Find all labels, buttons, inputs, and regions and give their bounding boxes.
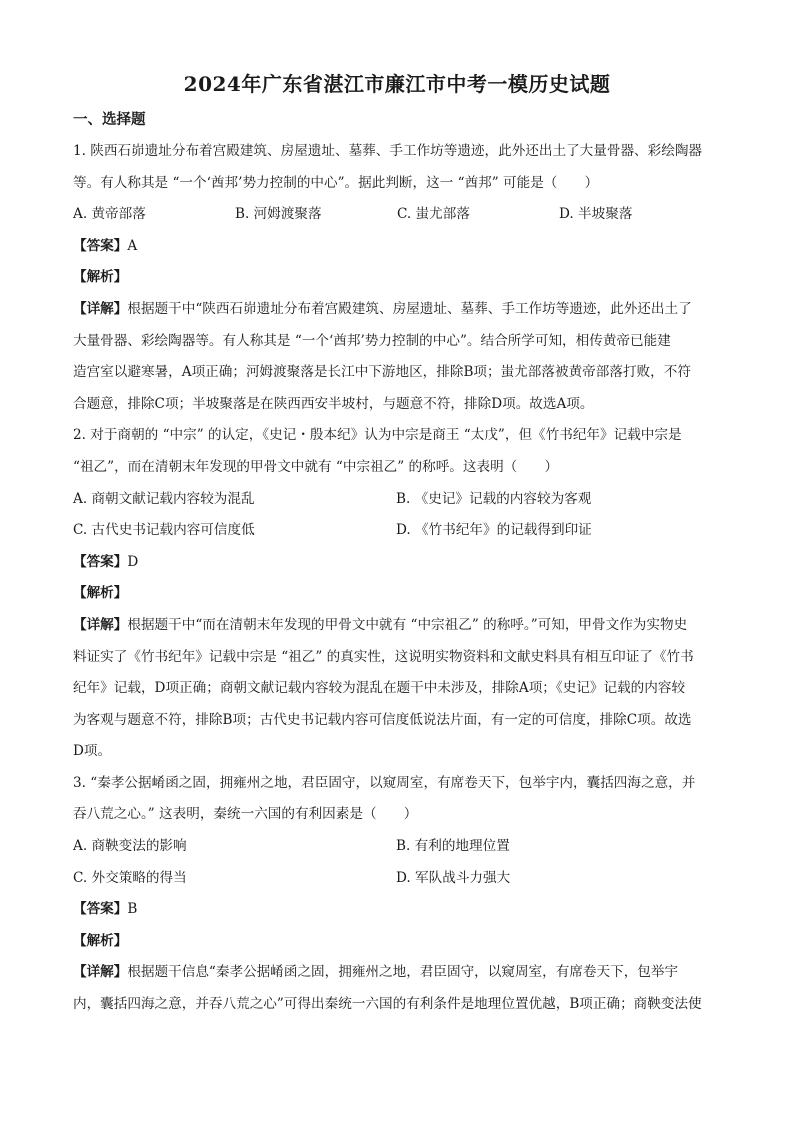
q1-options bbox=[73, 199, 723, 231]
q3-answer bbox=[73, 894, 723, 926]
q2-stem-line: “祖乙”，而在清朝末年发现的甲骨文中就有 “中宗祖乙” 的称呼。这表明（ ） bbox=[73, 458, 559, 475]
q3-detail-line bbox=[73, 957, 723, 989]
q3-option-c: C. 外交策略的得当 bbox=[73, 869, 187, 886]
q3-option-a: A. 商鞅变法的影响 bbox=[73, 838, 187, 855]
q1-detail-line: 合题意，排除C项；半坡聚落是在陕西西安半坡村，与题意不符，排除D项。故选A项。 bbox=[73, 395, 594, 412]
q1-option-c: C. 蚩尤部落 bbox=[397, 206, 470, 223]
q2-detail-line: D项。 bbox=[73, 743, 112, 760]
q2-option-d: D. 《竹书纪年》的记载得到印证 bbox=[396, 522, 592, 539]
q2-detail-line bbox=[73, 610, 723, 642]
q1-detail-line: 大量骨器、彩绘陶器等。有人称其是 “一个‘酋邦’势力控制的中心”。结合所学可知，相传黄帝已能建 bbox=[73, 332, 671, 349]
q2-answer bbox=[73, 547, 723, 579]
question-content bbox=[73, 136, 723, 1021]
q1-option-b: B. 河姆渡聚落 bbox=[235, 206, 322, 223]
q3-stem-line: 3. “秦孝公据崤函之固，拥雍州之地，君臣固守，以窥周室，有席卷天下，包举宇内，囊括四海之意，并 bbox=[73, 774, 696, 791]
q2-detail-line: 纪年》记载，D项正确；商朝文献记载内容较为混乱在题干中未涉及，排除A项；《史记》记载的内容较 bbox=[73, 680, 686, 697]
detail-text: 根据题干中“而在清朝末年发现的甲骨文中就有 “中宗祖乙” 的称呼。”可知，甲骨文作为实物史 bbox=[127, 616, 688, 633]
answer-label: 【答案】 bbox=[73, 237, 128, 254]
q1-detail-line bbox=[73, 294, 723, 326]
q1-answer bbox=[73, 231, 723, 263]
detail-label: 【详解】 bbox=[73, 300, 128, 317]
page-title: 2024年广东省湛江市廉江市中考一模历史试题 bbox=[183, 72, 611, 96]
detail-label: 【详解】 bbox=[73, 616, 128, 633]
q2-option-c: C. 古代史书记载内容可信度低 bbox=[73, 522, 255, 539]
analysis-label: 【解析】 bbox=[73, 269, 128, 286]
q2-options-row bbox=[73, 515, 723, 547]
q1-stem-line: 等。有人称其是 “一个‘酋邦’势力控制的中心”。据此判断，这一 “酋邦” 可能是（ ） bbox=[73, 174, 599, 191]
detail-label: 【详解】 bbox=[73, 964, 128, 981]
q3-options-row bbox=[73, 831, 723, 863]
q3-option-d: D. 军队战斗力强大 bbox=[396, 869, 511, 886]
q3-detail-line: 内，囊括四海之意，并吞八荒之心”可得出秦统一六国的有利条件是地理位置优越，B项正确；商鞅变法使 bbox=[73, 996, 702, 1013]
q2-detail-line: 料证实了《竹书纪年》记载中宗是 “祖乙” 的真实性，这说明实物资料和文献史料具有相互印证了《竹书 bbox=[73, 648, 694, 665]
analysis-label: 【解析】 bbox=[73, 585, 128, 602]
answer-label: 【答案】 bbox=[73, 901, 128, 918]
q3-option-b: B. 有利的地理位置 bbox=[396, 838, 510, 855]
section-heading: 一、选择题 bbox=[73, 111, 146, 128]
q2-option-a: A. 商朝文献记载内容较为混乱 bbox=[73, 490, 255, 507]
q3-analysis bbox=[73, 926, 723, 958]
analysis-label: 【解析】 bbox=[73, 932, 128, 949]
q2-stem-line: 2. 对于商朝的 “中宗” 的认定，《史记・殷本纪》认为中宗是商王 “太戊”，但《竹书纪年》记载中宗是 bbox=[73, 427, 682, 444]
q3-options-row bbox=[73, 863, 723, 895]
q1-stem-line: 1. 陕西石峁遗址分布着宫殿建筑、房屋遗址、墓葬、手工作坊等遗迹，此外还出土了大量骨器、彩绘陶器 bbox=[73, 143, 703, 159]
q2-option-b: B. 《史记》记载的内容较为客观 bbox=[396, 490, 592, 507]
q1-analysis bbox=[73, 262, 723, 294]
q2-detail-line: 为客观与题意不符，排除B项；古代史书记载内容可信度低说法片面，有一定的可信度，排除C项。故选 bbox=[73, 711, 692, 728]
answer-value: A bbox=[127, 237, 138, 254]
q1-detail-line: 造宫室以避寒暑，A项正确；河姆渡聚落是长江中下游地区，排除B项；蚩尤部落被黄帝部落打败，不符 bbox=[73, 364, 691, 381]
answer-label: 【答案】 bbox=[73, 553, 128, 570]
q1-option-a: A. 黄帝部落 bbox=[73, 206, 146, 223]
q3-stem-line: 吞八荒之心。” 这表明，秦统一六国的有利因素是（ ） bbox=[73, 806, 418, 823]
q2-analysis bbox=[73, 578, 723, 610]
q1-option-d: D. 半坡聚落 bbox=[559, 206, 633, 223]
detail-text: 根据题干中“陕西石峁遗址分布着宫殿建筑、房屋遗址、墓葬、手工作坊等遗迹，此外还出土了 bbox=[127, 300, 692, 317]
detail-text: 根据题干信息“秦孝公据崤函之固，拥雍州之地，君臣固守，以窥周室，有席卷天下，包举宇 bbox=[127, 964, 679, 981]
q2-options-row bbox=[73, 484, 723, 516]
answer-value: B bbox=[127, 901, 138, 918]
answer-value: D bbox=[127, 553, 139, 570]
